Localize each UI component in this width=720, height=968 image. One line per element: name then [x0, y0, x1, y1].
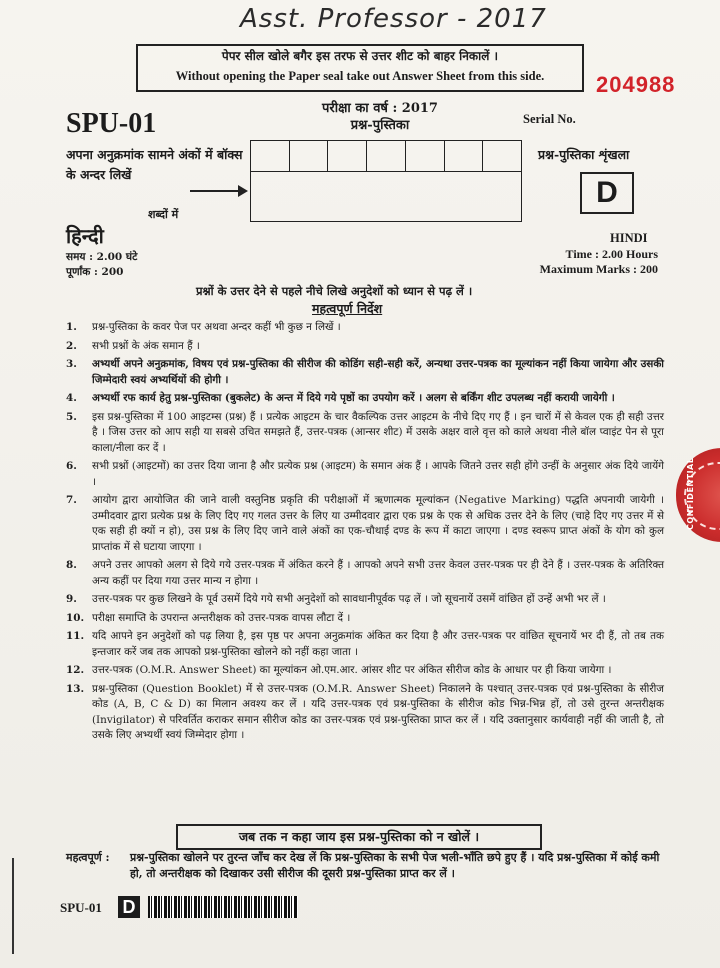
instruction-number: 5. [66, 410, 77, 423]
time-hindi: समय : 2.00 घंटे [66, 251, 138, 263]
time-marks-english [500, 247, 658, 277]
series-label: प्रश्न-पुस्तिका शृंखला [538, 147, 630, 162]
instruction-number: 4. [66, 392, 77, 404]
confidential-seal-icon [676, 448, 720, 542]
exam-year: परीक्षा का वर्ष : 2017 [322, 101, 438, 116]
instruction-text: प्रश्न-पुस्तिका के कवर पेज पर अथवा अन्दर कहीं भी कुछ न लिखें । [92, 321, 341, 333]
serial-number: 204988 [596, 72, 676, 97]
instruction-text: आयोग द्वारा आयोजित की जाने वाली वस्तुनिष्ठ प्रकृति की परीक्षाओं में ऋणात्मक मूल्यांकन (Negative Marking) पद्धति अपनायी जायेगी । उम्मीदवार द्वारा प्रत्येक प्रश्न के लिए दिए गए गलत उत्तर के लिए या उम्मीदवार द्वारा एक प्रश्न के एक से अधिक उत्तर देने के लिए (चाहे दिए गए उत्तर में से एक सही ही क्यों न हो), उस प्रश्न के लिए दिए जाने वाले अंकों का एक-चौथाई दण्ड के रूप में काटा जाएगा । दण्ड स्वरूप प्राप्त अंकों के योग को कुल प्राप्तांक में से घटाया जाएगा । [92, 494, 664, 553]
instruction-item [66, 592, 664, 608]
instruction-number: 12. [66, 664, 85, 676]
instruction-item [66, 663, 664, 679]
roll-instruction: अपना अनुक्रमांक सामने अंकों में बॉक्स के अन्दर लिखें [66, 147, 243, 182]
instruction-number: 7. [66, 494, 77, 506]
time-marks-hindi [66, 250, 137, 280]
paper-code: SPU-01 [66, 108, 157, 139]
footer-series-code: D [118, 896, 140, 918]
instruction-number: 8. [66, 559, 77, 571]
booklet-label: प्रश्न-पुस्तिका [350, 118, 410, 133]
series-code-box: D [580, 172, 634, 214]
instruction-item [66, 357, 664, 388]
roll-number-grid[interactable] [250, 140, 522, 222]
instruction-item [66, 493, 664, 555]
dont-open-notice: जब तक न कहा जाय इस प्रश्न-पुस्तिका को न खोलें । [176, 824, 542, 850]
important-note: प्रश्न-पुस्तिका खोलने पर तुरन्त जाँच कर देख लें कि प्रश्न-पुस्तिका के सभी पेज भली-भाँति छपे हुए हैं । यदि प्रश्न-पुस्तिका में कोई कमी हो, तो अन्तरीक्षक को दिखाकर उसी सीरीज की दूसरी प्रश्न-पुस्तिका प्राप्त कर लें । [130, 851, 660, 880]
instructions-list [66, 320, 664, 747]
instruction-number: 13. [66, 682, 85, 695]
exam-year-block [300, 100, 460, 134]
instruction-number: 6. [66, 460, 77, 472]
seal-notice-english: Without opening the Paper seal take out Answer Sheet from this side. [175, 69, 545, 83]
instruction-item [66, 459, 664, 490]
serial-label: Serial No. [523, 112, 576, 126]
roll-digit-box[interactable] [367, 141, 406, 171]
instruction-number: 3. [66, 358, 77, 370]
time-english: Time : 2.00 Hours [565, 247, 658, 261]
barcode-icon [148, 896, 298, 918]
instruction-item [66, 339, 664, 355]
marks-english: Maximum Marks : 200 [539, 262, 658, 276]
instruction-text: उत्तर-पत्रक पर कुछ लिखने के पूर्व उसमें दिये गये सभी अनुदेशों को सावधानीपूर्वक पढ़ लें । जो सूचनायें उसमें वांछित हों उन्हें अभी भर लें । [92, 593, 606, 605]
arrow-right-icon [190, 190, 246, 192]
roll-digit-box[interactable] [483, 141, 521, 171]
subject-hindi: हिन्दी [66, 224, 104, 248]
seal-notice-box [136, 44, 584, 92]
instruction-item [66, 629, 664, 660]
subject-english: HINDI [610, 231, 648, 245]
roll-digit-box[interactable] [406, 141, 445, 171]
roll-digit-box[interactable] [251, 141, 290, 171]
instruction-number: 2. [66, 339, 77, 352]
instruction-number: 9. [66, 593, 77, 605]
margin-line [12, 858, 14, 954]
instruction-number: 1. [66, 321, 77, 333]
instruction-text: अपने उत्तर आपको अलग से दिये गये उत्तर-पत्रक में अंकित करने हैं । आपको अपने सभी उत्तर केवल उत्तर-पत्रक पर ही देने हैं । उत्तर-पत्रक के अतिरिक्त अन्य कहीं पर दिया गया उत्तर मान्य न होगा । [92, 559, 664, 587]
instruction-text: सभी प्रश्नों के अंक समान हैं । [92, 339, 200, 352]
instruction-text: प्रश्न-पुस्तिका (Question Booklet) में से उत्तर-पत्रक (O.M.R. Answer Sheet) निकालने के पश्चात् उत्तर-पत्रक एवं प्रश्न-पुस्तिका के सीरीज कोड (A, B, C & D) का मिलान अवश्य कर लें । यदि उत्तर-पत्रक एवं प्रश्न-पुस्तिका के सीरीज कोड भिन्न-भिन्न हों, तो उसे तुरन्त अन्तरीक्षक (Invigilator) से परिवर्तित कराकर समान सीरीज कोड का उत्तर-पत्रक एवं प्रश्न-पुस्तिका प्राप्त कर लें । यदि उक्तानुसार कार्यवाही नहीं की जाती है, तो उसके लिए अभ्यर्थी स्वयं जिम्मेदार होगा । [92, 682, 664, 741]
instruction-item [66, 611, 664, 627]
instruction-text: यदि आपने इन अनुदेशों को पढ़ लिया है, इस पृष्ठ पर अपना अनुक्रमांक अंकित कर दिया है और उत्तर-पत्रक पर वांछित सूचनायें भर दी हैं, तो तब तक इन्तजार करें जब तक आपको प्रश्न-पुस्तिका खोलने को नहीं कहा जाता । [92, 630, 664, 658]
roll-digit-box[interactable] [445, 141, 484, 171]
instruction-text: परीक्षा समाप्ति के उपरान्त अन्तरीक्षक को उत्तर-पत्रक वापस लौटा दें । [92, 611, 351, 624]
instruction-text: सभी प्रश्नों (आइटमों) का उत्तर दिया जाना है और प्रत्येक प्रश्न (आइटम) के समान अंक हैं । आपके जितने उत्तर सही होंगे उन्हीं के अनुसार अंक दिये जायेंगे । [92, 460, 664, 488]
instruction-text: इस प्रश्न-पुस्तिका में 100 आइटम्स (प्रश्न) हैं । प्रत्येक आइटम के चार वैकल्पिक उत्तर आइटम के नीचे दिए गए हैं । इन चारों में से केवल एक ही सही उत्तर है । जिस उत्तर को आप सही या सबसे उचित समझते हैं, उत्तर-पत्रक (आन्सर शीट) में उसके अक्षर वाले वृत्त को काले अथवा नीले बॉल प्वाइंट पेन से पूरा काला/नीला कर दें । [92, 410, 664, 454]
footer-paper-code: SPU-01 [60, 900, 102, 915]
marks-hindi: पूर्णांक : 200 [66, 266, 124, 278]
instruction-item [66, 320, 664, 336]
roll-digit-box[interactable] [290, 141, 329, 171]
seal-text: CONFIDENTIAL [686, 457, 695, 530]
instruction-number: 10. [66, 611, 85, 624]
instruction-text: अभ्यर्थी रफ कार्य हेतु प्रश्न-पुस्तिका (बुकलेट) के अन्त में दिये गये पृष्ठों का उपयोग करें । अलग से बर्किंग शीट उपलब्ध नहीं करायी जायेगी । [92, 392, 615, 404]
handwritten-note: Asst. Professor - 2017 [240, 4, 547, 34]
instruction-number: 11. [66, 630, 85, 642]
seal-notice-hindi: पेपर सील खोले बगैर इस तरफ से उत्तर शीट को बाहर निकालें । [221, 49, 499, 63]
instruction-item [66, 558, 664, 589]
instruction-item [66, 682, 664, 744]
instruction-item [66, 391, 664, 407]
roll-digit-box[interactable] [328, 141, 367, 171]
instruction-text: अभ्यर्थी अपने अनुक्रमांक, विषय एवं प्रश्न-पुस्तिका की सीरीज की कोडिंग सही-सही करें, अन्यथा उत्तर-पत्रक का मूल्यांकन नहीं किया जायेगा और उसकी जिम्मेदारी स्वयं अभ्यर्थियों की होगी । [92, 358, 664, 386]
instruction-text: उत्तर-पत्रक (O.M.R. Answer Sheet) का मूल्यांकन ओ.एम.आर. आंसर शीट पर अंकित सीरीज कोड के आधार पर ही किया जायेगा । [92, 664, 612, 676]
in-words-label: शब्दों में [148, 208, 179, 221]
important-heading: महत्वपूर्ण निर्देश [312, 301, 383, 316]
important-label: महत्वपूर्ण : [66, 851, 110, 864]
roll-digit-row [251, 141, 521, 172]
read-instruction: प्रश्नों के उत्तर देने से पहले नीचे लिखे अनुदेशों को ध्यान से पढ़ लें । [196, 284, 473, 298]
instruction-item [66, 410, 664, 457]
